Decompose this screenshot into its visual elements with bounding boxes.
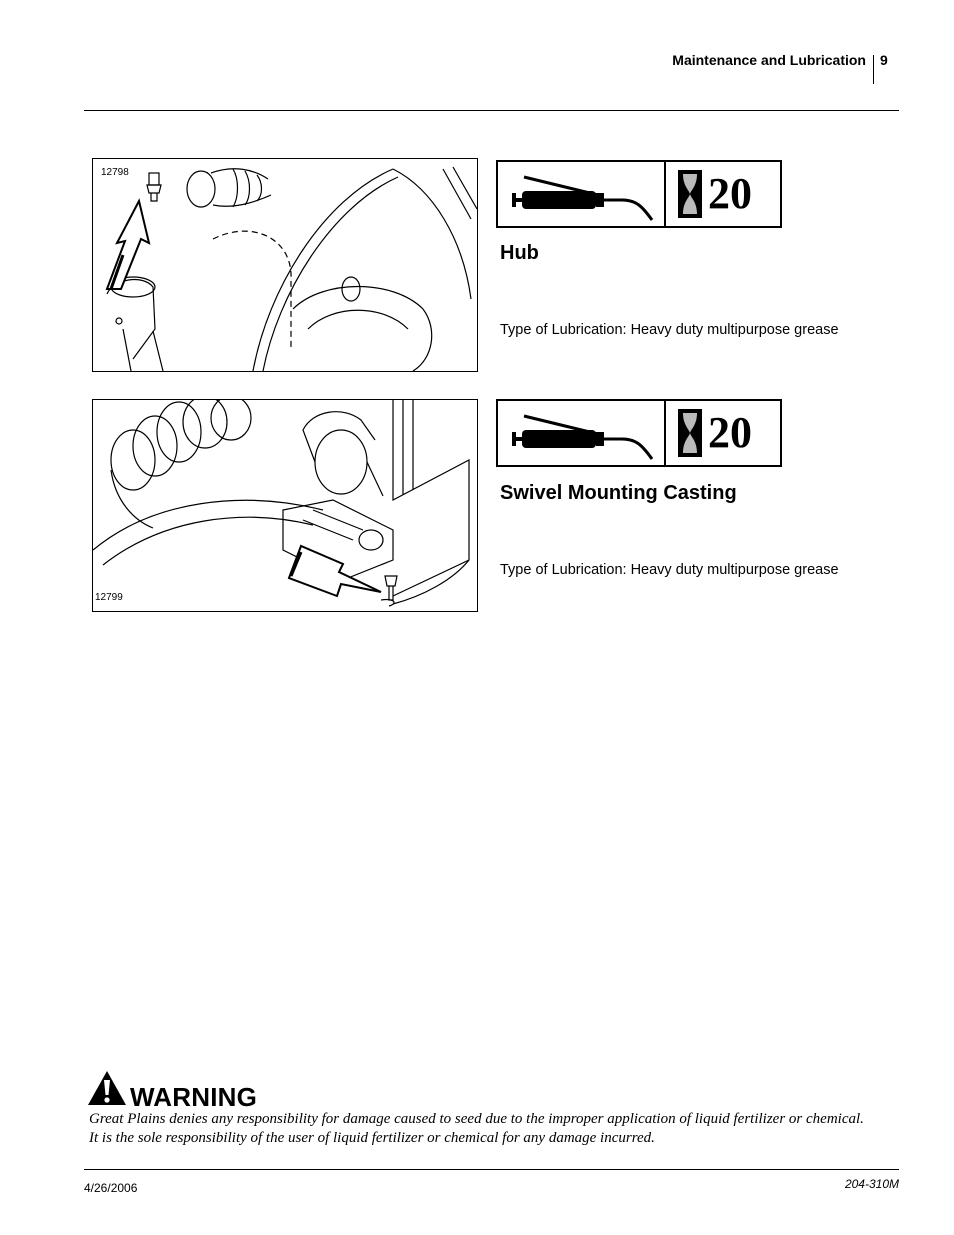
hub-lubrication-icon-box (496, 160, 782, 228)
figure-number: 12798 (101, 167, 129, 178)
swivel-lubrication-icon-box (496, 399, 782, 467)
swivel-lubrication-type: Type of Lubrication: Heavy duty multipurpose grease (500, 562, 839, 578)
page-number: 9 (880, 52, 888, 68)
lubrication-interval: 20 (708, 169, 752, 218)
header-section-title: Maintenance and Lubrication (672, 52, 866, 68)
hub-line-drawing (93, 159, 477, 371)
hourglass-icon (678, 170, 702, 218)
grease-gun-icon (498, 401, 666, 465)
swivel-figure (92, 399, 478, 612)
warning-exclamation-icon (87, 1070, 127, 1106)
footer-date: 4/26/2006 (84, 1181, 138, 1195)
header-rule (84, 110, 899, 111)
swivel-line-drawing (93, 400, 477, 611)
header-separator (873, 55, 874, 84)
swivel-title: Swivel Mounting Casting (500, 482, 737, 504)
hub-title: Hub (500, 242, 539, 264)
hourglass-icon (678, 409, 702, 457)
hub-figure (92, 158, 478, 372)
footer-rule (84, 1169, 899, 1170)
lubrication-interval: 20 (708, 408, 752, 457)
document-number: 204-310M (844, 1177, 899, 1191)
hub-lubrication-type: Type of Lubrication: Heavy duty multipurpose grease (500, 322, 839, 338)
warning-label: WARNING (130, 1082, 258, 1112)
grease-gun-icon (498, 162, 666, 226)
warning-line-2: It is the sole responsibility of the user of liquid fertilizer or chemical for any damage incurred. (89, 1130, 655, 1146)
warning-text (89, 1110, 919, 1148)
figure-number: 12799 (95, 592, 123, 603)
warning-line-1: Great Plains denies any responsibility for damage caused to seed due to the improper application of liquid fertilizer or chemical. (89, 1111, 864, 1127)
